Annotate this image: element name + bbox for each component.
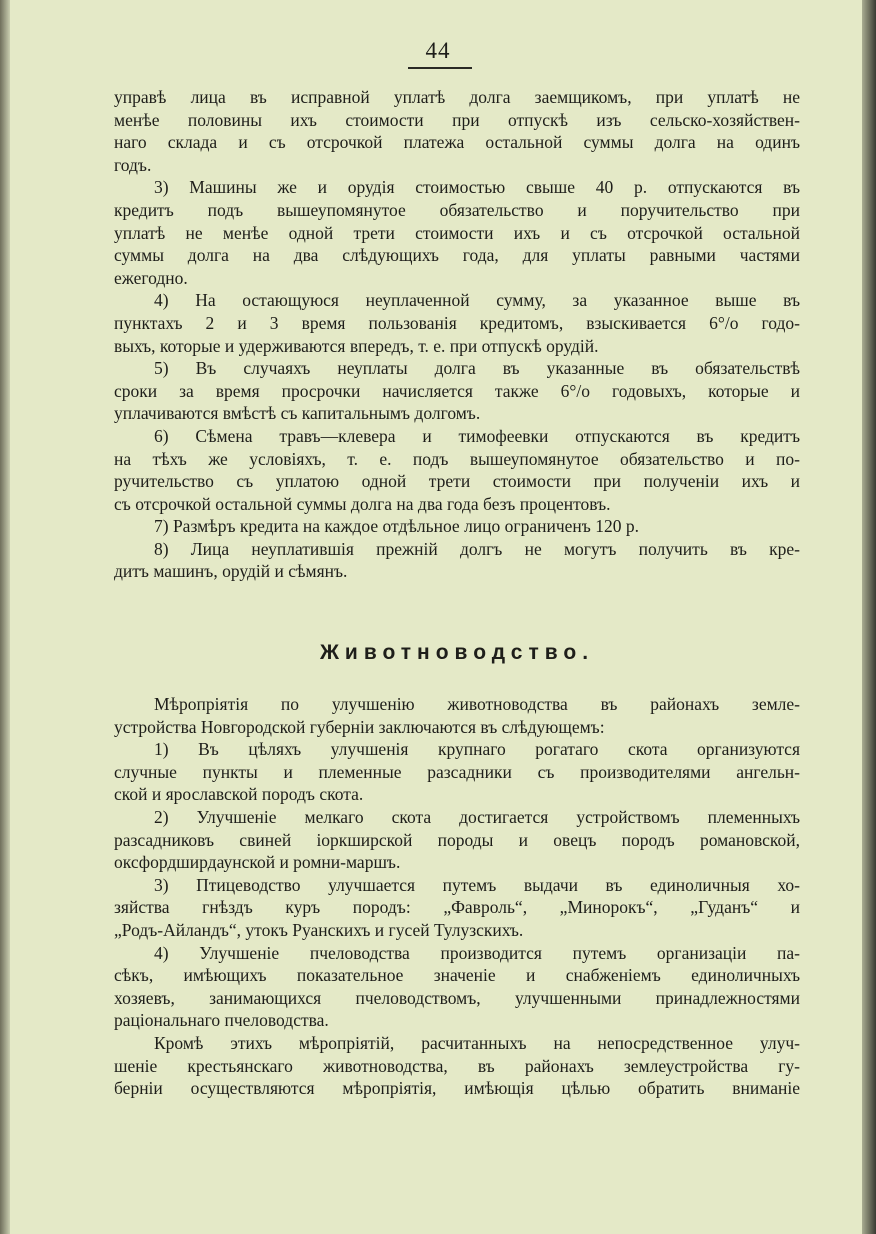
text-line: ской и ярославской породъ скота. xyxy=(114,784,364,805)
text-line: 8) Лица неуплатившія прежній долгъ не могутъ получить въ кре- xyxy=(154,538,800,559)
text-line: управѣ лица въ исправной уплатѣ долга заемщикомъ, при уплатѣ не xyxy=(114,87,800,107)
text-line: „Родъ-Айландъ“, утокъ Руанскихъ и гусей Тулузскихъ. xyxy=(114,920,524,940)
text-line: хозяевъ, занимающихся пчеловодствомъ, улучшенными принадлежностями xyxy=(114,987,800,1008)
text-line: уплачиваются вмѣстѣ съ капитальнымъ долгомъ. xyxy=(114,403,481,424)
text-line: годъ. xyxy=(114,154,152,175)
text-line: зяйства гнѣздъ куръ породъ: „Фавроль“, „Минорокъ“, „Гуданъ“ и xyxy=(114,897,800,918)
text-line: съ отсрочкой остальной суммы долга на два года безъ процентовъ. xyxy=(114,493,611,514)
text-line: устройства Новгородской губерніи заключаются въ слѣдующемъ: xyxy=(114,716,605,737)
text-line: 6) Сѣмена травъ—клевера и тимофеевки отпускаются въ кредитъ xyxy=(154,425,800,446)
text-line: шеніе крестьянскаго животноводства, въ районахъ землеустройства гу- xyxy=(114,1055,800,1076)
text-line: Кромѣ этихъ мѣропріятій, расчитанныхъ на непосредственное улуч- xyxy=(154,1032,800,1053)
text-line: 4) На остающуюся неуплаченной сумму, за указанное выше въ xyxy=(154,290,800,311)
text-line: пунктахъ 2 и 3 время пользованія кредитомъ, взыскивается 6°/о годо- xyxy=(114,312,800,333)
text-line: 3) Птицеводство улучшается путемъ выдачи въ единоличныя хо- xyxy=(154,874,800,895)
text-line: суммы долга на два слѣдующихъ года, для уплаты равными частями xyxy=(114,245,800,266)
text-line: на тѣхъ же условіяхъ, т. е. подъ вышеупомянутое обязательство и по- xyxy=(114,448,800,469)
text-line: менѣе половины ихъ стоимости при отпускѣ изъ сельско-хозяйствен- xyxy=(114,109,800,130)
text-line: 5) Въ случаяхъ неуплаты долга въ указанные въ обязательствѣ xyxy=(154,358,800,379)
text-line: 7) Размѣръ кредита на каждое отдѣльное лицо ограниченъ 120 р. xyxy=(154,516,639,537)
text-line: оксфордширдаунской и ромни-маршъ. xyxy=(114,852,401,873)
text-line: кредитъ подъ вышеупомянутое обязательство и поручительство при xyxy=(114,199,800,220)
text-line: ручительство съ уплатою одной трети стоимости при полученіи ихъ и xyxy=(114,471,800,492)
page-right-edge xyxy=(862,0,876,1234)
page-number-rule xyxy=(408,67,472,69)
section-credit-terms xyxy=(114,86,800,583)
text-line: 3) Машины же и орудія стоимостью свыше 40 р. отпускаются въ xyxy=(154,177,800,198)
text-line: 4) Улучшеніе пчеловодства производится путемъ организаціи па- xyxy=(154,942,800,963)
text-line: 2) Улучшеніе мелкаго скота достигается устройствомъ племенныхъ xyxy=(154,807,800,828)
section-heading: Животноводство. xyxy=(319,641,595,665)
text-line: 1) Въ цѣляхъ улучшенія крупнаго рогатаго скота организуются xyxy=(154,739,800,760)
section-livestock xyxy=(114,693,800,1100)
text-line: сроки за время просрочки начисляется также 6°/о годовыхъ, которые и xyxy=(114,380,800,401)
text-line: разсадниковъ свиней іоркширской породы и овецъ породъ романовской, xyxy=(114,829,800,850)
page-text xyxy=(114,86,800,1100)
text-line: сѣкъ, имѣющихъ показательное значеніе и снабженіемъ единоличныхъ xyxy=(114,965,800,986)
text-line: раціональнаго пчеловодства. xyxy=(114,1010,329,1031)
text-line: ежегодно. xyxy=(114,267,188,288)
text-line: берніи осуществляются мѣропріятія, имѣющія цѣлью обратить вниманіе xyxy=(114,1078,800,1099)
page-left-edge xyxy=(0,0,10,1234)
text-line: дитъ машинъ, орудій и сѣмянъ. xyxy=(114,561,348,582)
page-number: 44 xyxy=(425,38,451,63)
text-line: случные пункты и племенные разсадники съ производителями ангельн- xyxy=(114,761,800,782)
text-line: Мѣропріятія по улучшенію животноводства въ районахъ земле- xyxy=(154,694,800,715)
text-line: наго склада и съ отсрочкой платежа остальной суммы долга на одинъ xyxy=(114,132,800,153)
text-line: выхъ, которые и удерживаются впередъ, т. е. при отпускѣ орудій. xyxy=(114,335,599,356)
text-line: уплатѣ не менѣе одной трети стоимости ихъ и съ отсрочкой остальной xyxy=(114,222,800,243)
